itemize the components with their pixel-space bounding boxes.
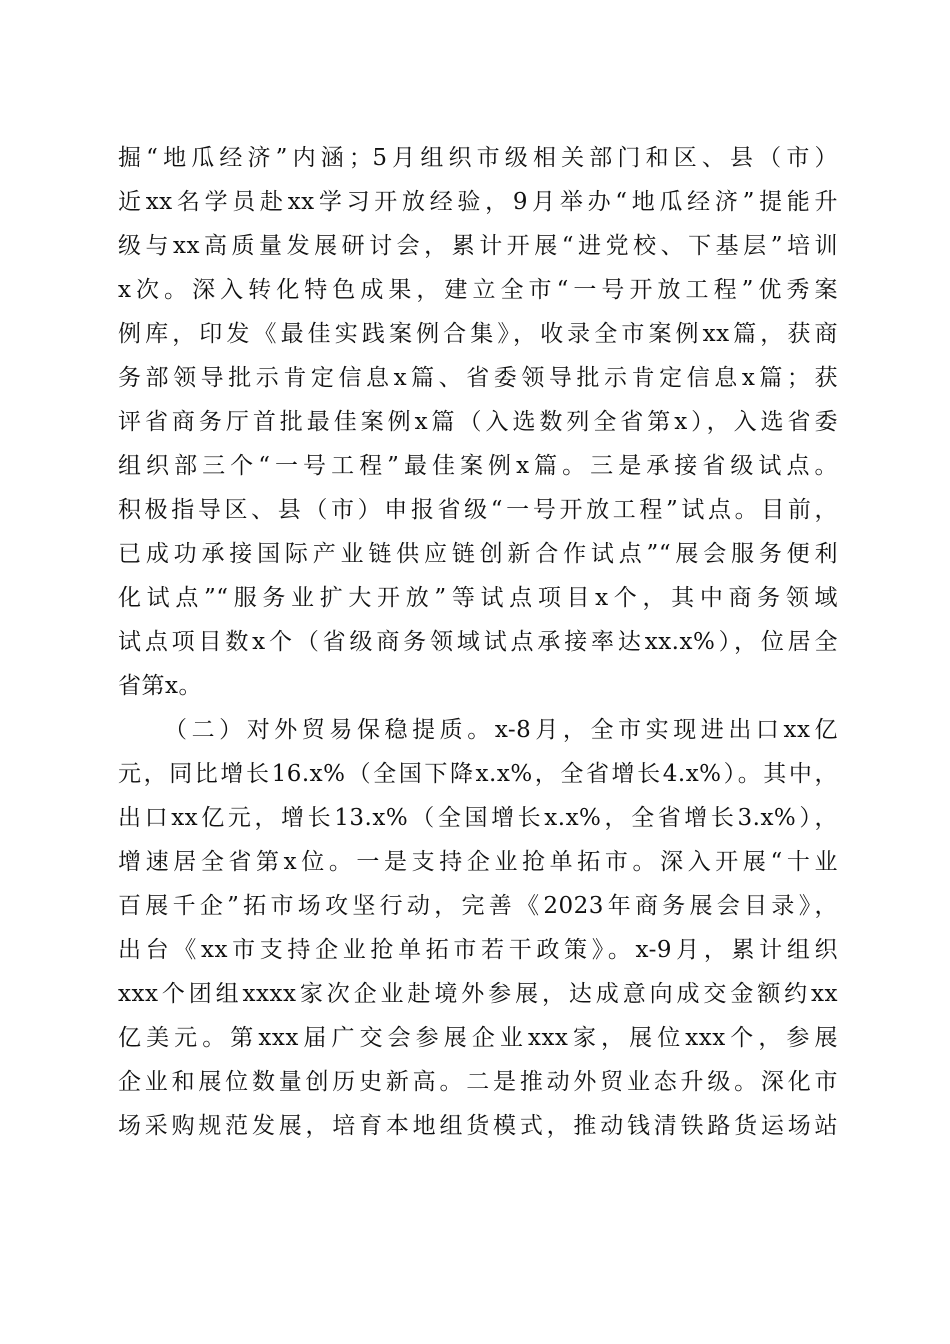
- paragraph-1-line-6: 务部领导批示肯定信息x篇、省委领导批示肯定信息x篇；获: [118, 365, 838, 391]
- paragraph-1-line-5: 例库，印发《最佳实践案例合集》，收录全市案例xx篇，获商: [118, 321, 838, 347]
- paragraph-1-line-4: x次。深入转化特色成果，建立全市“一号开放工程”优秀案: [118, 277, 838, 303]
- paragraph-2-line-8: 亿美元。第xxx届广交会参展企业xxx家，展位xxx个，参展: [118, 1025, 838, 1051]
- paragraph-1-line-8: 组织部三个“一号工程”最佳案例x篇。三是承接省级试点。: [118, 453, 838, 479]
- paragraph-2-line-9: 企业和展位数量创历史新高。二是推动外贸业态升级。深化市: [118, 1069, 838, 1095]
- paragraph-1-line-2: 近xx名学员赴xx学习开放经验，9月举办“地瓜经济”提能升: [118, 189, 838, 215]
- paragraph-2-line-5: 百展千企”拓市场攻坚行动，完善《2023年商务展会目录》，: [118, 893, 838, 919]
- paragraph-2-line-2: 元，同比增长16.x%（全国下降x.x%，全省增长4.x%）。其中，: [118, 761, 838, 787]
- paragraph-1-line-13: 省第x。: [118, 673, 202, 699]
- paragraph-1-line-3: 级与xx高质量发展研讨会，累计开展“进党校、下基层”培训: [118, 233, 838, 259]
- paragraph-1-line-12: 试点项目数x个（省级商务领域试点承接率达xx.x%），位居全: [118, 629, 838, 655]
- paragraph-1-line-9: 积极指导区、县（市）申报省级“一号开放工程”试点。目前，: [118, 497, 838, 523]
- paragraph-1-line-7: 评省商务厅首批最佳案例x篇（入选数列全省第x），入选省委: [118, 409, 838, 435]
- paragraph-2-line-6: 出台《xx市支持企业抢单拓市若干政策》。x-9月，累计组织: [118, 937, 838, 963]
- paragraph-2-line-1: [164, 712, 838, 748]
- paragraph-2-line-10: 场采购规范发展，培育本地组货模式，推动钱清铁路货运场站: [118, 1113, 838, 1139]
- paragraph-1-line-1: 掘“地瓜经济”内涵；5月组织市级相关部门和区、县（市）: [118, 145, 838, 171]
- section-heading: （二）对外贸易保稳提质。: [164, 717, 495, 743]
- paragraph-1-line-11: 化试点”“服务业扩大开放”等试点项目x个，其中商务领域: [118, 585, 838, 611]
- paragraph-1-line-10: 已成功承接国际产业链供应链创新合作试点”“展会服务便利: [118, 541, 838, 567]
- paragraph-2-line-1-rest: x-8月，全市实现进出口xx亿: [494, 717, 838, 743]
- paragraph-2-line-7: xxx个团组xxxx家次企业赴境外参展，达成意向成交金额约xx: [118, 981, 838, 1007]
- paragraph-2-line-3: 出口xx亿元，增长13.x%（全国增长x.x%，全省增长3.x%），: [118, 805, 838, 831]
- paragraph-2-line-4: 增速居全省第x位。一是支持企业抢单拓市。深入开展“十业: [118, 849, 838, 875]
